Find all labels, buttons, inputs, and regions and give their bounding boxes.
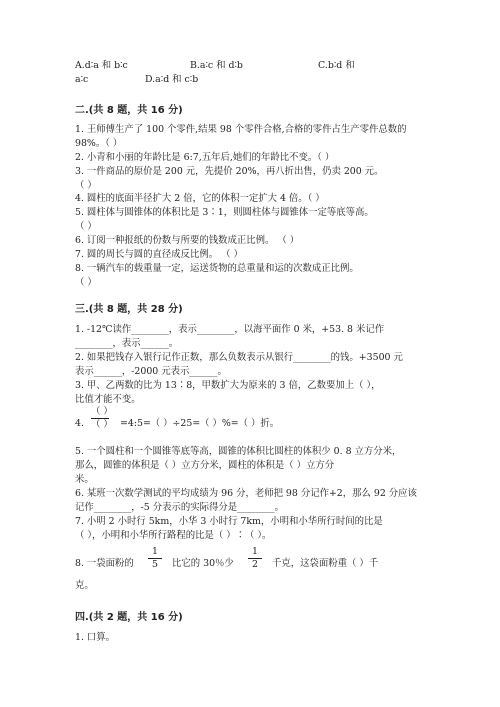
- s3-line: 2. 如果把钱存入银行记作正数，那么负数表示从银行________的钱。+3500 元: [75, 352, 403, 363]
- fraction-numerator: 1: [148, 546, 162, 559]
- s3-line: 7. 小明 2 小时行 5km，小华 3 小时行 7km，小明和小华所行时间的比是: [75, 516, 383, 527]
- s2-line: 8. 一辆汽车的载重量一定，运送货物的总重量和运的次数成正比例。: [75, 263, 359, 274]
- s3-q8-prefix: 8. 一袋面粉的: [75, 558, 134, 569]
- s2-line: 7. 圆的周长与圆的直径成反比例。 （ ）: [75, 249, 243, 260]
- option-b: B.a∶c 和 d∶b: [190, 60, 243, 71]
- s3-line: 记作________，-5 分表示的实际得分是________。: [75, 502, 284, 513]
- option-d: D.a∶d 和 c∶b: [145, 74, 199, 85]
- s3-q8-middle: 比它的 30％少: [172, 558, 234, 569]
- s2-line: （ ）: [75, 180, 97, 191]
- s3-line: 3. 甲、乙两数的比为 13∶8，甲数扩大为原来的 3 倍，乙数要加上（ ），: [75, 380, 381, 391]
- s2-line: 4. 圆柱的底面半径扩大 2 倍，它的体积一定扩大 4 倍。（ ）: [75, 193, 325, 204]
- s2-line: 98%。（ ）: [75, 138, 123, 149]
- fraction-one-fifth: [148, 546, 162, 571]
- s3-line: 表示______，-2000 元表示______。: [75, 366, 227, 377]
- s4-q1: 1. 口算。: [75, 632, 116, 643]
- s2-line: （ ）: [75, 221, 97, 232]
- s3-line: （ ），小明和小华所行路程的比是（ ）∶（ ）。: [75, 530, 272, 541]
- s3-q4-label: 4.: [75, 418, 84, 429]
- q4-blank-fraction: [91, 406, 113, 431]
- s2-line: 6. 订阅一种报纸的份数与所要的钱数成正比例。 （ ）: [75, 235, 300, 246]
- s3-q8-suffix: 千克，这袋面粉重（ ）千: [272, 558, 379, 569]
- s3-line: 6. 某班一次数学测试的平均成绩为 96 分，老师把 98 分记作+2，那么 92 分应该: [75, 488, 417, 499]
- section-4-heading: 四.(共 2 题，共 16 分): [75, 612, 183, 623]
- s3-line: 克。: [75, 580, 94, 591]
- option-c-continued: a∶c: [75, 74, 89, 85]
- q4-blank-numerator: （ ）: [91, 406, 113, 417]
- s2-line: 1. 王师傅生产了 100 个零件,结果 98 个零件合格,合格的零件占生产零件总数的: [75, 124, 407, 135]
- s3-line: 那么，圆锥的体积是（ ）立方分米，圆柱的体积是（ ）立方分: [75, 460, 335, 471]
- s2-line: 2. 小青和小丽的年龄比是 6:7,五年后,她们的年龄比不变。（ ）: [75, 152, 335, 163]
- section-2-heading: 二.(共 8 题，共 16 分): [75, 105, 183, 116]
- s3-line: 5. 一个圆柱和一个圆锥等底等高，圆锥的体积比圆柱的体积少 0. 8 立方分米，: [75, 446, 402, 457]
- option-c: C.b∶d 和: [318, 60, 355, 71]
- s3-line: 米。: [75, 474, 94, 485]
- s3-q4-text: =4:5=（ ）÷25=（ ）%=（ ）折。: [120, 418, 280, 429]
- s2-line: （ ）: [75, 277, 97, 288]
- fraction-one-half: [248, 546, 262, 571]
- s2-line: 5. 圆柱体与圆锥体的体积比是 3∶1，则圆柱体与圆锥体一定等底等高。: [75, 207, 374, 218]
- section-3-heading: 三.(共 8 题，共 28 分): [75, 304, 183, 315]
- s2-line: 3. 一件商品的原价是 200 元，先提价 20%，再八折出售，仍卖 200 元。: [75, 166, 384, 177]
- s3-line: 1. -12℃读作________，表示________，以海平面作 0 米，+53. 8 米记作: [75, 324, 385, 335]
- fraction-denominator: 2: [252, 559, 258, 570]
- s3-line: ________，表示______。: [75, 338, 179, 349]
- q4-blank-denominator: （ ）: [91, 419, 113, 430]
- s3-line: 比值才能不变。: [75, 394, 141, 405]
- option-a: A.d∶a 和 b∶c: [75, 60, 128, 71]
- fraction-numerator: 1: [248, 546, 262, 559]
- fraction-denominator: 5: [152, 559, 158, 570]
